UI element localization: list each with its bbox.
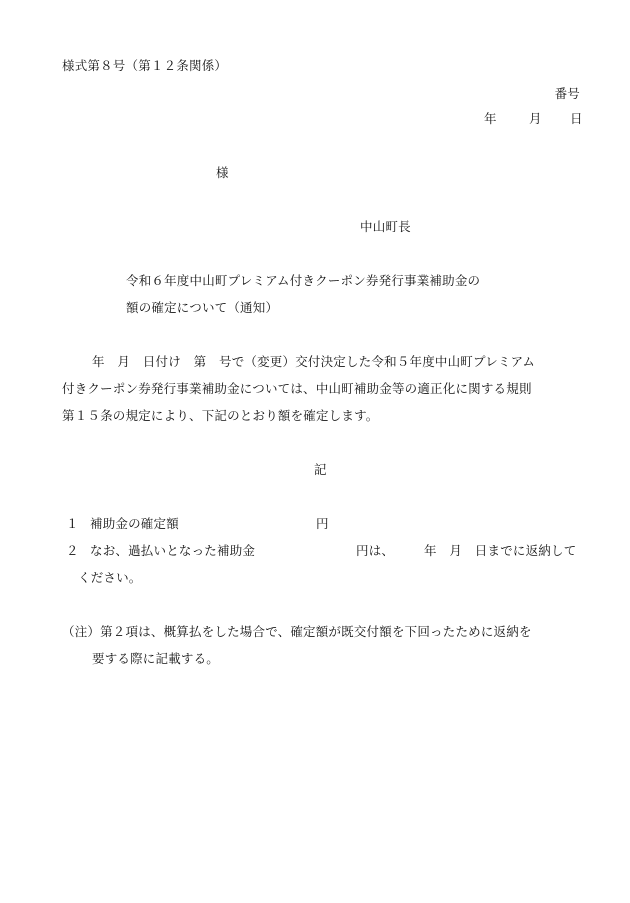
sender-name: 中山町長 (360, 219, 411, 234)
note-line1: （注）第２項は、概算払をした場合で、確定額が既交付額を下回ったために返納を (62, 624, 532, 639)
body-text-line2: 付きクーポン券発行事業補助金については、中山町補助金等の適正化に関する規則 (62, 381, 532, 396)
body-text-line1: 年 月 日付け 第 号で（変更）交付決定した令和５年度中山町プレミアム (92, 354, 536, 369)
addressee-suffix: 様 (216, 165, 229, 180)
item2-text-b: 円は、 (356, 543, 395, 558)
document-title-line2: 額の確定について（通知） (126, 300, 279, 315)
date-year-label: 年 (484, 111, 497, 126)
form-number: 様式第８号（第１２条関係） (62, 58, 228, 73)
date-month-label: 月 (529, 111, 542, 126)
body-text-line3: 第１５条の規定により、下記のとおり額を確定します。 (62, 408, 379, 423)
item2-text-c: 年 月 日までに返納して (424, 543, 577, 558)
date-day-label: 日 (570, 111, 583, 126)
item2-number: ２ (66, 543, 79, 558)
item1-number: １ (66, 516, 79, 531)
note-line2: 要する際に記載する。 (92, 651, 220, 666)
item1-unit: 円 (316, 516, 329, 531)
document-title-line1: 令和６年度中山町プレミアム付きクーポン券発行事業補助金の (126, 273, 481, 288)
item2-text-d: ください。 (78, 570, 142, 585)
item2-text-a: なお、過払いとなった補助金 (90, 543, 256, 558)
ki-heading: 記 (314, 462, 327, 477)
number-label: 番号 (554, 86, 580, 101)
item1-label: 補助金の確定額 (90, 516, 179, 531)
